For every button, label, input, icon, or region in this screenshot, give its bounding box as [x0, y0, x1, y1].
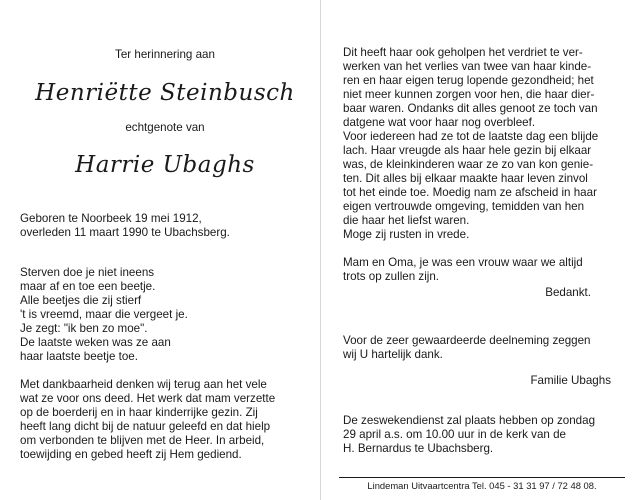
funeral-home-footer: Lindeman Uitvaartcentra Tel. 045 - 31 31 97 / 72 48 08. [339, 477, 625, 494]
paragraph-line: die haar het liefst waren. [343, 214, 470, 227]
spouse-name: Harrie Ubaghs [75, 152, 255, 178]
paragraph-line: 29 april a.s. om 10.00 uur in de kerk van de [343, 428, 566, 441]
life-paragraph [343, 46, 613, 242]
paragraph-line: trots op zullen zijn. [343, 270, 440, 283]
date-line: Geboren te Noorbeek 19 mei 1912, [20, 212, 202, 225]
paragraph-line: was, de kleinkinderen waar ze zo van kon genie- [343, 158, 594, 171]
paragraph-line: datgene wat voor haar nog overbleef. [343, 116, 536, 129]
paragraph-line: Moge zij rusten in vrede. [343, 228, 470, 241]
poem-line: Je zegt: "ik ben zo moe". [20, 322, 148, 335]
poem [20, 266, 310, 364]
poem-line: maar af en toe een beetje. [20, 280, 156, 293]
paragraph-line: eigen vertrouwde omgeving, temidden van hen [343, 200, 585, 213]
poem-line: Alle beetjes die zij stierf [20, 294, 142, 307]
paragraph-line: ten. Dit alles bij elkaar maakte haar leven zinvol [343, 172, 588, 185]
card-fold-divider [320, 0, 321, 500]
paragraph-line: baar waren. Ondanks dit alles genoot ze toch van [343, 102, 598, 115]
tribute-line: Met dankbaarheid denken wij terug aan het vele [20, 378, 267, 391]
paragraph-line: Mam en Oma, je was een vrouw waar we altijd [343, 256, 583, 269]
tribute-line: toewijding en gebed heeft zij Hem gediend. [20, 448, 242, 461]
gratitude-paragraph [343, 334, 613, 362]
poem-line: Sterven doe je niet ineens [20, 266, 155, 279]
deceased-name: Henriëtte Steinbusch [35, 80, 295, 106]
paragraph-line: tot het einde toe. Moedig nam ze afscheid in haar [343, 186, 597, 199]
paragraph-line: lach. Haar vreugde als haar hele gezin bij elkaar [343, 144, 592, 157]
paragraph-line: wij U hartelijk dank. [343, 348, 443, 361]
thanks-text: Bedankt. [545, 286, 591, 299]
birth-death-dates [20, 212, 310, 240]
family-signature: Familie Ubaghs [530, 374, 611, 387]
tribute-line: heeft lang dicht bij de natuur geleefd en dat hielp [20, 420, 271, 433]
tribute-line: wat ze voor ons deed. Het werk dat mam verzette [20, 392, 276, 405]
pride-paragraph [343, 256, 613, 284]
paragraph-line: Dit heeft haar ook geholpen het verdriet te ver- [343, 46, 583, 59]
paragraph-line: De zeswekendienst zal plaats hebben op zondag [343, 414, 596, 427]
service-paragraph [343, 414, 613, 456]
intro-text: Ter herinnering aan [115, 48, 215, 61]
tribute-line: op de boerderij en in haar kinderrijke gezin. Zij [20, 406, 258, 419]
paragraph-line: niet meer kunnen zorgen voor hen, die haar dier- [343, 88, 595, 101]
poem-line: 't is vreemd, maar die vergeet je. [20, 308, 188, 321]
paragraph-line: ren en haar eigen terug lopende gezondheid; het [343, 74, 594, 87]
paragraph-line: Voor de zeer gewaardeerde deelneming zeggen [343, 334, 591, 347]
poem-line: haar laatste beetje toe. [20, 350, 138, 363]
tribute-paragraph [20, 378, 310, 462]
tribute-line: om verbonden te blijven met de Heer. In arbeid, [20, 434, 265, 447]
paragraph-line: Voor iedereen had ze tot de laatste dag een blijde [343, 130, 599, 143]
paragraph-line: H. Bernardus te Ubachsberg. [343, 442, 494, 455]
poem-line: De laatste weken was ze aan [20, 336, 171, 349]
left-page [20, 48, 310, 462]
right-page [343, 46, 613, 456]
relation-text: echtgenote van [125, 121, 205, 134]
date-line: overleden 11 maart 1990 te Ubachsberg. [20, 226, 230, 239]
paragraph-line: werken van het verlies van twee van haar kinde- [343, 60, 592, 73]
